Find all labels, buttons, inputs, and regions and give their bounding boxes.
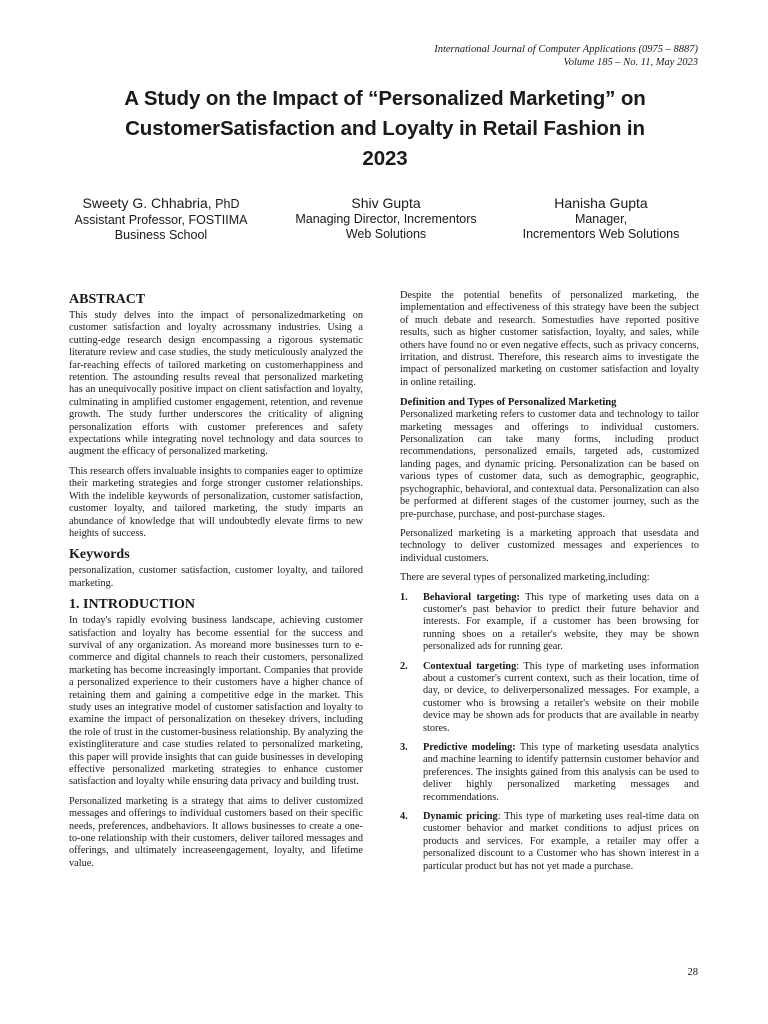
list-number: 3. (400, 742, 408, 753)
list-number: 2. (400, 660, 408, 672)
left-column (69, 290, 363, 877)
list-item (400, 742, 699, 804)
list-term: Predictive modeling: (423, 742, 516, 753)
body-paragraph: Despite the potential benefits of personalized marketing, the implementation and effectiveness of this strategy have been the subject of much debate and research. Somestudies have reported positive results, such as higher customer satisfaction, loyalty, and sales, while others have found no or even negative effects, such as privacy concerns, irritation, and distrust. Therefore, this research aims to investigate the impact of personalized marketing on customer satisfaction and loyalty in online retailing. (400, 290, 699, 388)
author-affiliation: Web Solutions (345, 227, 427, 241)
list-number: 1. (400, 591, 408, 603)
body-paragraph: There are several types of personalized marketing,including: (400, 572, 650, 584)
author-1 (66, 194, 256, 243)
introduction-paragraph: In today's rapidly evolving business landscape, achieving customer satisfaction and loyalty has become essential for the success and survival of any organization. As moreand more businesses turn to e-commerce and digital channels to reach their customers, personalized marketing has become increasingly important. Companies that provide a personalized experience to their customers have a higher chance of retaining them and gaining a competitive edge in the market. This study uses an integrative model of customer satisfaction and loyalty to examine the impact of personalization on thesekey drivers, including the role of trust in the customer-business relationship. By analyzing the existingliterature and case studies related to personalized marketing, this paper will provide insights that can guide businesses in developing effective personalized marketing strategies to enhance customer satisfaction and loyalty while ensuring data privacy and building trust. (69, 615, 363, 788)
paper-title (60, 84, 710, 174)
list-text: This type of marketing usesdata analytics and machine learning to identify patternsin customer behavior and preferences. The insights gained from this analysis can be used to deliver highly personalized marketing messages and recommendations. (423, 742, 699, 803)
list-item (400, 661, 699, 735)
section-subheading: Definition and Types of Personalized Marketing (400, 397, 617, 409)
abstract-heading: ABSTRACT (69, 292, 146, 307)
list-number: 4. (400, 811, 408, 823)
author-name: Shiv Gupta (351, 195, 421, 211)
author-affiliation: Incrementors Web Solutions (522, 227, 680, 241)
list-term: Contextual targeting (423, 660, 517, 672)
journal-header (434, 43, 698, 69)
author-affiliation: Managing Director, Incrementors (295, 212, 477, 226)
marketing-types-list (400, 592, 699, 874)
author-name: Hanisha Gupta (554, 195, 648, 211)
list-term: Dynamic pricing (423, 811, 498, 823)
abstract-paragraph: This research offers invaluable insights to companies eager to optimize their marketing strategies and forge stronger customer relationships. With the indelible keywords of personalization, customer satisfaction, customer loyalty, and tailored marketing, the study imparts an abundance of knowledge that will undoubtedly elevate firms to new heights of success. (69, 465, 363, 539)
keywords-heading: Keywords (69, 547, 130, 563)
list-item (400, 592, 699, 654)
author-affiliation: Assistant Professor, FOSTIIMA (74, 213, 248, 227)
right-column (400, 290, 699, 880)
title-line-1: A Study on the Impact of “Personalized Marketing” on (124, 87, 646, 110)
journal-name: International Journal of Computer Applications (0975 – 8887) (434, 44, 698, 55)
body-paragraph: Personalized marketing refers to customer data and technology to tailor marketing messages and offerings to individual customers. Personalization can take many forms, including product recommendations, personalized emails, targeted ads, customized landing pages, and dynamic pricing. Personalization can be based on various types of customer data, such as demographic, geographic, psychographic, behavioral, and contextual data. Personalization can also be performed at different stages of the customer journey, such as the pre-purchase, purchase, and post-purchase stages. (400, 409, 699, 520)
list-term: Behavioral targeting: (423, 591, 520, 603)
author-3 (506, 194, 696, 242)
title-line-2: CustomerSatisfaction and Loyalty in Retail Fashion in (125, 117, 645, 140)
body-paragraph: Personalized marketing is a marketing approach that usesdata and technology to deliver customized messages and experiences to individual customers. (400, 527, 699, 564)
author-degree: PhD (211, 197, 240, 211)
author-name: Sweety G. Chhabria, (82, 195, 212, 211)
introduction-paragraph: Personalized marketing is a strategy that aims to deliver customized messages and offerings to individual customers based on their specific needs, preferences, andbehaviors. It allows businesses to create a one-to-one relationship with their customers, deliver tailored messages and offerings, and ultimately increaseengagement, loyalty, and lifetime value. (69, 795, 363, 869)
list-item (400, 811, 699, 873)
author-affiliation: Manager, (574, 212, 628, 226)
title-line-3: 2023 (362, 147, 408, 170)
author-2 (276, 194, 496, 242)
list-text: : This type of marketing uses real-time data on customer behavior and market conditions to adjust prices on products and services. For example, a retailer may offer a personalized discount to a Customer who has shown interest in a particular product but has not yet made a purchase. (423, 811, 700, 872)
keywords-text: personalization, customer satisfaction, customer loyalty, and tailored marketing. (69, 565, 363, 589)
author-affiliation: Business School (114, 228, 208, 242)
list-text: : This type of marketing uses information about a customer's current context, such as their location, time of day, or device, to deliverpersonalized messages. For example, a customer who is browsing a retailer's website on their mobile device may be shown ads for products that are available in nearby stores. (423, 660, 700, 734)
journal-volume: Volume 185 – No. 11, May 2023 (563, 57, 698, 68)
page-number: 28 (687, 967, 698, 978)
list-text: This type of marketing uses data on a customer's past behavior to predict their future behavior and interests. For example, if a customer has been browsing for running shoes on a retailer's website, they may be shown personalized ads for running gear. (423, 591, 699, 653)
introduction-heading: 1. INTRODUCTION (69, 597, 196, 613)
abstract-paragraph: This study delves into the impact of personalizedmarketing on customer satisfaction and loyalty acrossmany industries. Using a cutting-edge research design encompassing a rigorous systematic literature review and case studies, the study meticulously analyzed the far-reaching effects of tailored marketing on customerhappiness and retention. The astounding results reveal that personalized marketing has an unequivocally positive impact on client satisfaction and loyalty, culminating in amplified customer engagement, retention, and revenue growth. The study further underscores the criticality of aligning personalization efforts with customer preferences and safety expectations while integrating novel technology and data sources to augment the efficacy of personalized marketing. (69, 310, 363, 458)
